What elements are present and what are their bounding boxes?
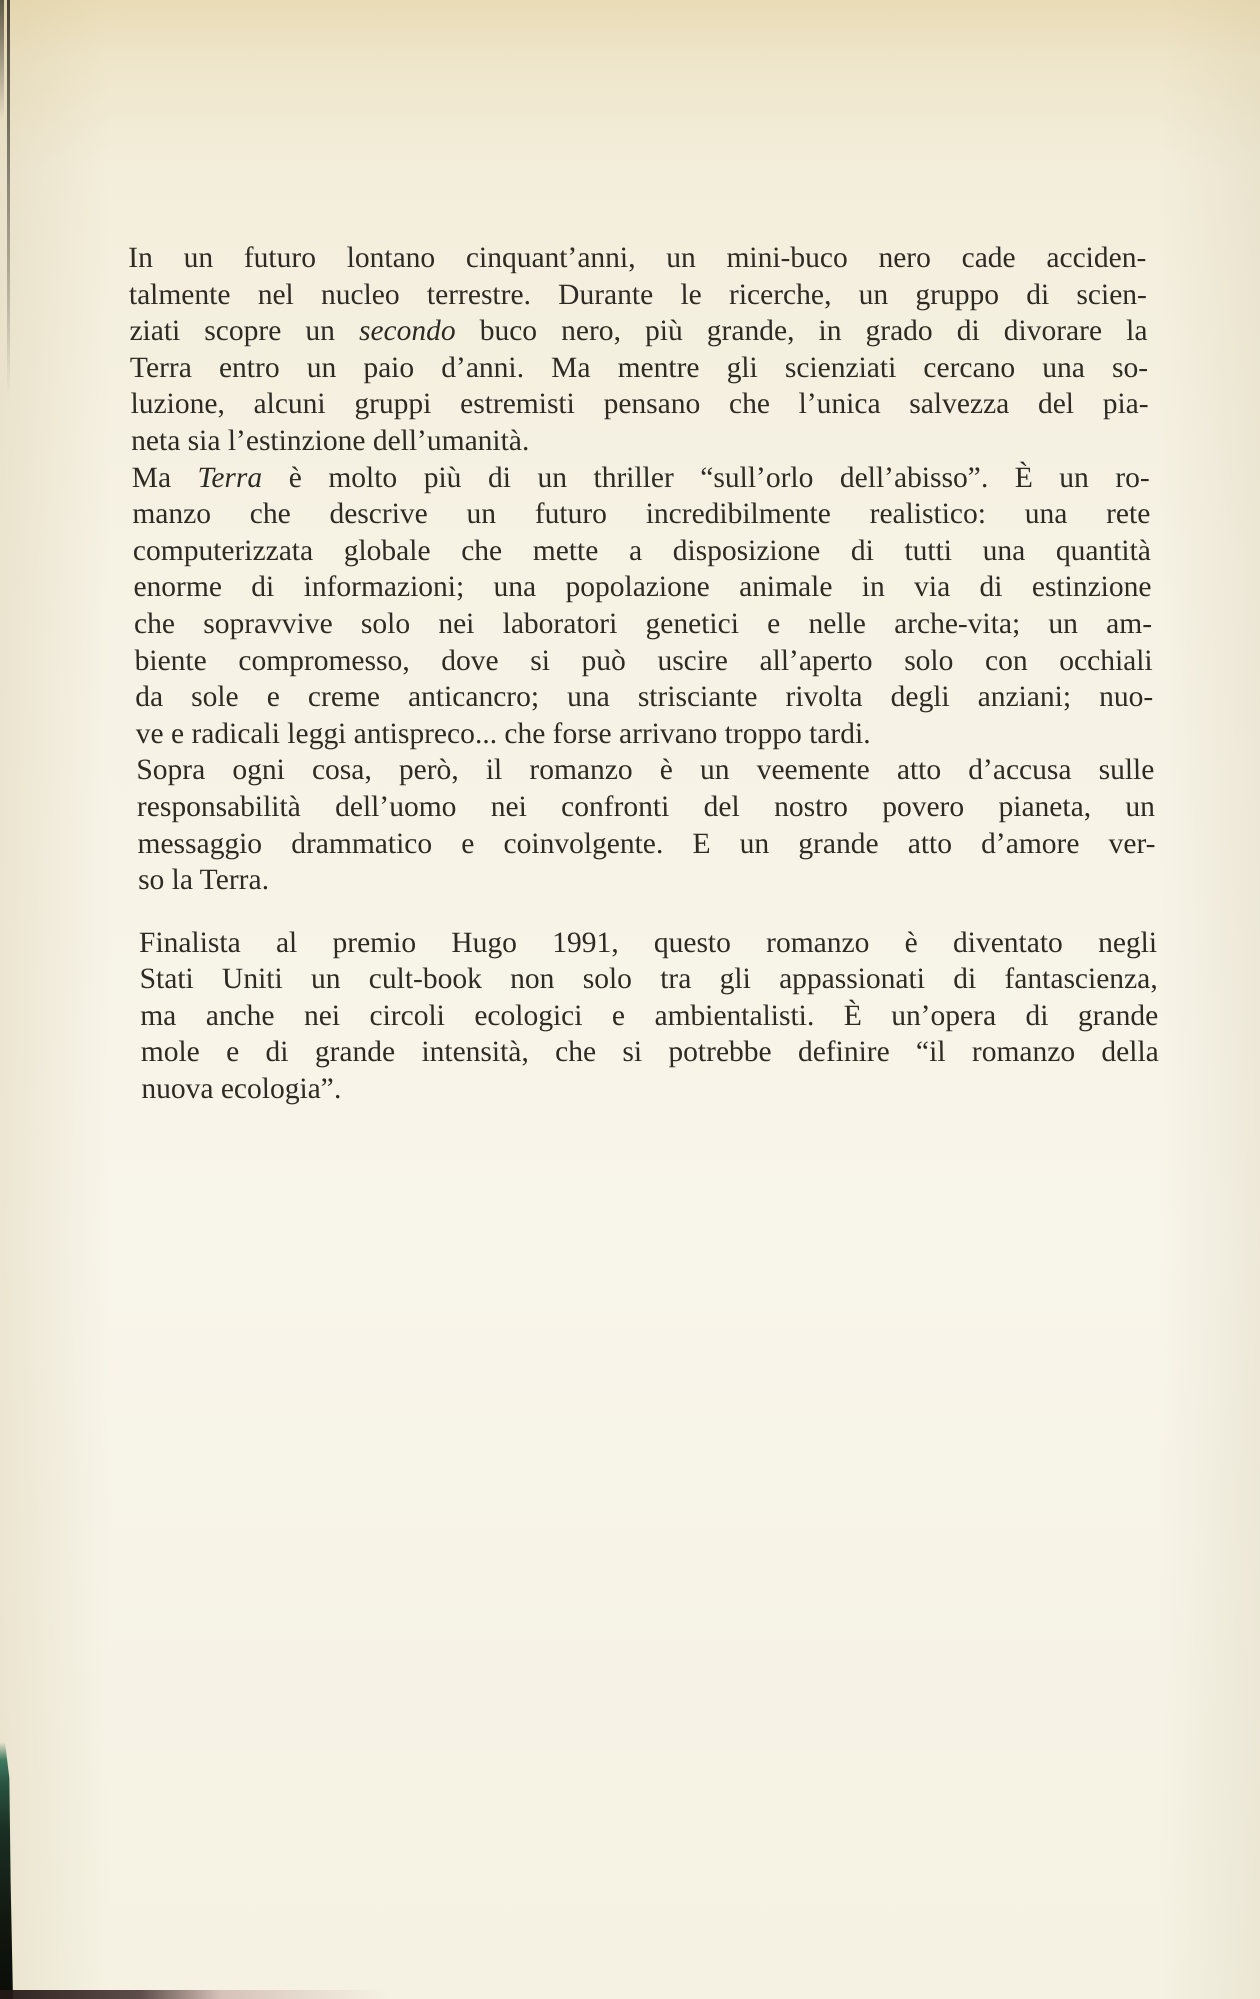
text-line: biente compromesso, dove si può uscire all’aperto solo con occhiali [134,644,1153,677]
text-line: messaggio drammatico e coinvolgente. E un grande atto d’amore ver- [137,827,1156,860]
text-line: ziati scopre un secondo buco nero, più grande, in grado di divorare la [129,315,1148,348]
text-block [128,240,1160,1108]
text-line: enorme di informazioni; una popolazione animale in via di estinzione [133,571,1152,604]
text-line: Terra entro un paio d’anni. Ma mentre gli scienziati cercano una so- [129,351,1149,384]
text-line: In un futuro lontano cinquant’anni, un mini-buco nero cade acciden- [128,242,1147,274]
text-line: Sopra ogni cosa, però, il romanzo è un veemente atto d’accusa sulle [136,754,1155,787]
cover-edge-teal [0,1742,13,1999]
paragraph [128,240,1156,899]
text-line: talmente nel nucleo terrestre. Durante le ricerche, un gruppo di scien- [128,278,1148,311]
text-line: ve e radicali leggi antispreco... che forse arrivano troppo tardi. [135,717,871,750]
spine-crease-shadow [7,0,10,395]
text-line: ma anche nei circoli ecologici e ambientalisti. È un’opera di grande [139,999,1159,1032]
page-edge-shadow [0,0,4,120]
text-line: manzo che descrive un futuro incredibilmente realistico: una rete [132,498,1151,531]
text-line: Finalista al premio Hugo 1991, questo romanzo è diventato negli [138,926,1158,959]
text-line: computerizzata globale che mette a disposizione di tutti una quantità [132,534,1152,567]
text-line: Stati Uniti un cult-book non solo tra gli appassionati di fantascienza, [139,963,1158,996]
italic-word: Terra [197,461,263,494]
paragraph [139,925,1160,1108]
text-line: responsabilità dell’uomo nei confronti del nostro povero pianeta, un [136,790,1156,823]
italic-word: secondo [358,315,456,348]
text-line: che sopravvive solo nei laboratori genetici e nelle arche-vita; un am- [133,607,1153,640]
text-line: da sole e creme anticancro; una strisciante rivolta degli anziani; nuo- [134,681,1154,714]
text-line: luzione, alcuni gruppi estremisti pensano che l’unica salvezza del pia- [130,388,1149,421]
text-line: so la Terra. [137,864,270,897]
text-line: nuova ecologia”. [141,1073,342,1106]
bottom-edge-shadow [0,1990,390,1999]
text-line: mole e di grande intensità, che si potrebbe definire “il romanzo della [140,1036,1160,1069]
text-line: Ma Terra è molto più di un thriller “sull’orlo dell’abisso”. È un ro- [131,461,1150,494]
text-line: neta sia l’estinzione dell’umanità. [130,424,530,457]
